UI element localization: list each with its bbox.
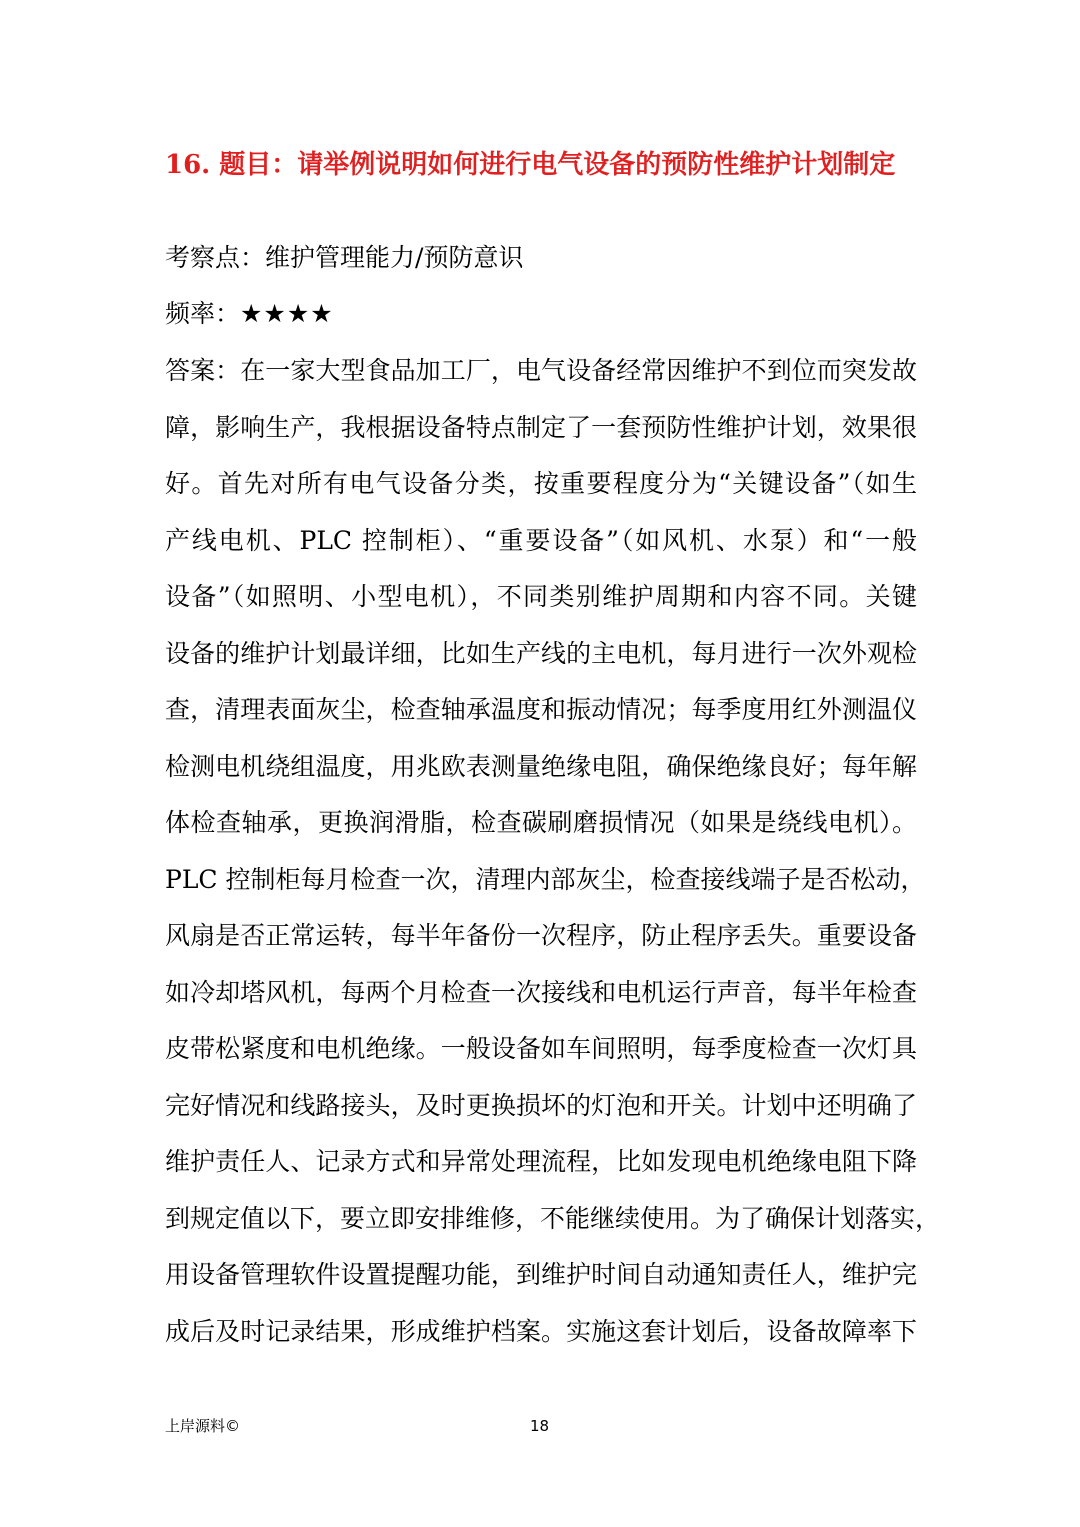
answer-line: 查，清理表面灰尘，检查轴承温度和振动情况；每季度用红外测温仪 (165, 695, 917, 724)
answer-line: 皮带松紧度和电机绝缘。一般设备如车间照明，每季度检查一次灯具 (165, 1034, 917, 1063)
answer-line: 设备”（如照明、小型电机），不同类别维护周期和内容不同。关键 (165, 582, 917, 611)
focus-line (165, 240, 925, 276)
answer-line: 用设备管理软件设置提醒功能，到维护时间自动通知责任人，维护完 (165, 1260, 917, 1289)
focus-label: 考察点： (165, 243, 266, 272)
answer-line: 答案：在一家大型食品加工厂，电气设备经常因维护不到位而突发故 (165, 356, 917, 385)
question-title: 16. 题目：请举例说明如何进行电气设备的预防性维护计划制定 (165, 150, 896, 180)
answer-line: PLC 控制柜每月检查一次，清理内部灰尘，检查接线端子是否松动， (165, 864, 926, 894)
frequency-stars-icon: ★★★★ (240, 299, 334, 328)
page-number: 18 (530, 1417, 550, 1435)
answer-line: 维护责任人、记录方式和异常处理流程，比如发现电机绝缘电阻下降 (165, 1147, 917, 1176)
answer-line: 检测电机绕组温度，用兆欧表测量绝缘电阻，确保绝缘良好；每年解 (165, 751, 917, 781)
frequency-label: 频率： (165, 299, 241, 328)
focus-value: 维护管理能力/预防意识 (265, 243, 524, 272)
answer-line: 产线电机、PLC 控制柜）、“重要设备”（如风机、水泵）和“一般 (165, 525, 917, 555)
answer-line: 障，影响生产，我根据设备特点制定了一套预防性维护计划，效果很 (165, 412, 917, 442)
answer-line: 体检查轴承，更换润滑脂，检查碳刷磨损情况（如果是绕线电机）。 (165, 808, 917, 837)
answer-line: 到规定值以下，要立即安排维修，不能继续使用。为了确保计划落实， (165, 1203, 941, 1233)
answer-line: 好。首先对所有电气设备分类，按重要程度分为“关键设备”（如生 (165, 469, 917, 498)
answer-line: 设备的维护计划最详细，比如生产线的主电机，每月进行一次外观检 (165, 638, 917, 668)
footer-source: 上岸源料© (165, 1417, 241, 1435)
answer-line: 成后及时记录结果，形成维护档案。实施这套计划后，设备故障率下 (165, 1316, 917, 1346)
frequency-line (165, 296, 925, 332)
answer-paragraph (165, 353, 941, 1370)
answer-line: 风扇是否正常运转，每半年备份一次程序，防止程序丢失。重要设备 (165, 921, 917, 950)
answer-line: 如冷却塔风机，每两个月检查一次接线和电机运行声音，每半年检查 (165, 977, 917, 1007)
answer-line: 完好情况和线路接头，及时更换损坏的灯泡和开关。计划中还明确了 (165, 1090, 917, 1120)
